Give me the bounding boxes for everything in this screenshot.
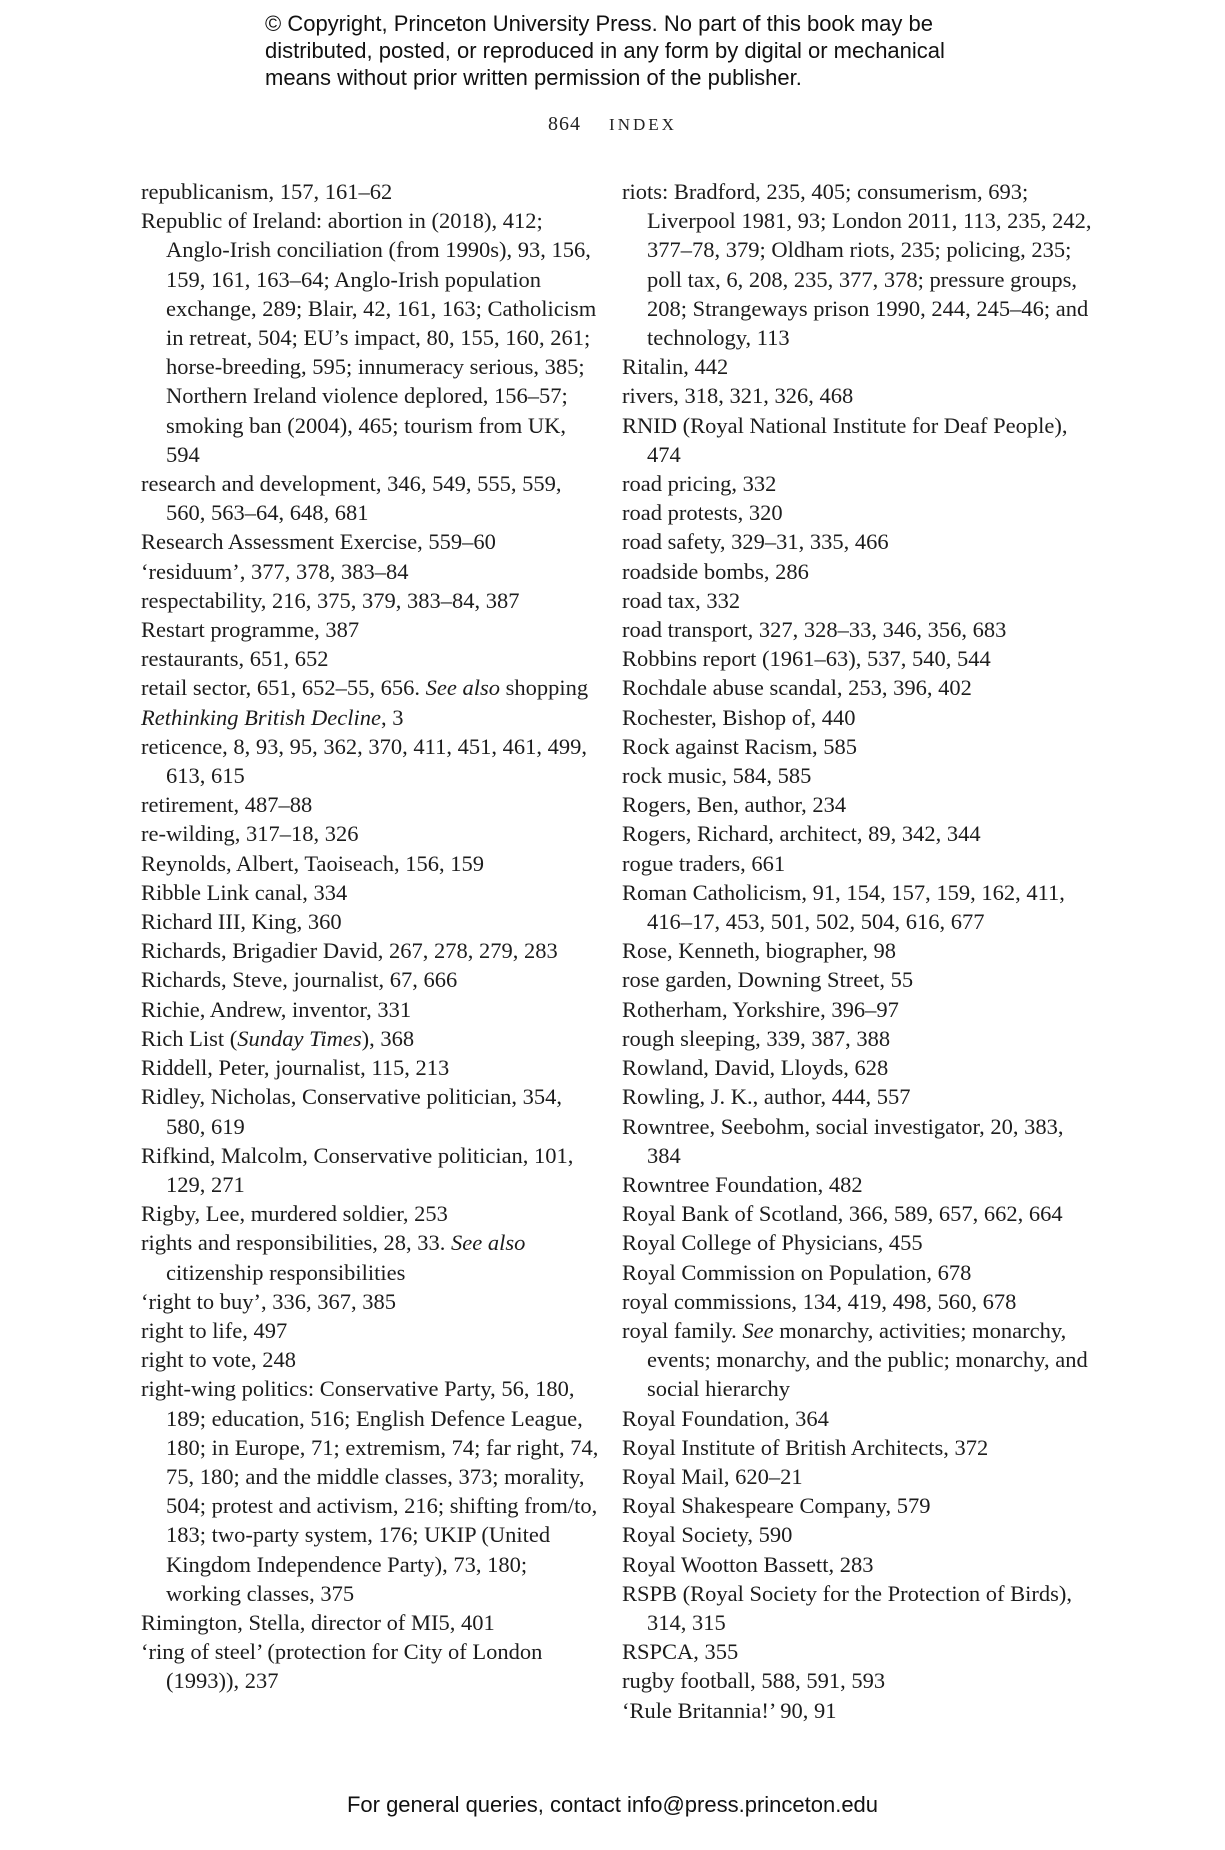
index-entry <box>141 1316 601 1345</box>
index-entry <box>141 819 601 848</box>
index-entry <box>622 498 1092 527</box>
index-entry-text: research and development, 346, 549, 555, 559, 560, 563–64, 648, 681 <box>141 471 562 526</box>
index-entry-text: Richards, Brigadier David, 267, 278, 279, 283 <box>141 938 558 964</box>
index-entry <box>622 790 1092 819</box>
index-entry-text: rogue traders, 661 <box>622 850 786 876</box>
index-entry <box>622 849 1092 878</box>
index-entry-text: royal family. <box>622 1317 743 1343</box>
index-entry-text: rugby football, 588, 591, 593 <box>622 1668 886 1694</box>
index-entry-text: , 3 <box>380 704 404 730</box>
index-entry <box>141 557 601 586</box>
index-entry-text: Ritalin, 442 <box>622 354 729 380</box>
index-entry <box>622 1433 1092 1462</box>
index-entry-text: rock music, 584, 585 <box>622 763 812 789</box>
index-entry-text: riots: Bradford, 235, 405; consumerism, 693; Liverpool 1981, 93; London 2011, 113, 235, 242, 377–78, 379; Oldham riots, 235; policing, 235; poll tax, 6, 208, 235, 377, 378; pressure groups, 208; Strangeways prison 1990, 244, 245–46; and technology, 113 <box>622 179 1092 351</box>
index-entry <box>622 673 1092 702</box>
index-entry <box>622 1082 1092 1111</box>
index-entry-text: road tax, 332 <box>622 587 741 613</box>
index-entry-text: rights and responsibilities, 28, 33. <box>141 1230 451 1256</box>
index-entry <box>622 1462 1092 1491</box>
index-entry <box>141 732 601 790</box>
index-entry <box>141 1345 601 1374</box>
index-entry <box>622 1404 1092 1433</box>
index-entry <box>622 1053 1092 1082</box>
index-entry <box>622 936 1092 965</box>
index-entry-text: RSPB (Royal Society for the Protection of Birds), 314, 315 <box>622 1580 1072 1635</box>
index-entry <box>622 995 1092 1024</box>
index-entry-text: Riddell, Peter, journalist, 115, 213 <box>141 1055 450 1081</box>
index-entry <box>622 1316 1092 1404</box>
index-entry-text: Rochester, Bishop of, 440 <box>622 704 856 730</box>
index-entry <box>622 527 1092 556</box>
index-entry-text: road safety, 329–31, 335, 466 <box>622 529 889 555</box>
index-entry <box>622 1491 1092 1520</box>
index-entry-text: RSPCA, 355 <box>622 1639 739 1665</box>
index-entry-text: shopping <box>500 675 589 701</box>
index-entry <box>622 615 1092 644</box>
index-entry <box>622 1637 1092 1666</box>
index-entry-text: citizenship responsibilities <box>166 1259 406 1285</box>
index-entry-text: RNID (Royal National Institute for Deaf People), 474 <box>622 412 1068 467</box>
index-entry-italic: See also <box>425 675 501 701</box>
index-entry <box>141 206 601 469</box>
index-entry-italic: Rethinking British Decline <box>141 704 381 730</box>
index-entry-text: republicanism, 157, 161–62 <box>141 179 393 204</box>
index-entry-text: ‘Rule Britannia!’ 90, 91 <box>622 1697 837 1723</box>
index-entry <box>622 761 1092 790</box>
index-entry-text: Rock against Racism, 585 <box>622 733 857 759</box>
index-entry-text: Rimington, Stella, director of MI5, 401 <box>141 1609 495 1635</box>
index-entry <box>141 1141 601 1199</box>
index-entry-text: Reynolds, Albert, Taoiseach, 156, 159 <box>141 850 484 876</box>
index-entry-text: right-wing politics: Conservative Party, 56, 180, 189; education, 516; English Defence League, 180; in Europe, 71; extremism, 74; far right, 74, 75, 180; and the middle classes, 373; morality, 504; protest and activism, 216; shifting from/to, 183; two-party system, 176; UKIP (United Kingdom Independence Party), 73, 180; working classes, 375 <box>141 1376 599 1606</box>
index-entry <box>622 1258 1092 1287</box>
index-entry <box>141 849 601 878</box>
index-entry-text: retirement, 487–88 <box>141 792 313 818</box>
index-entry <box>622 586 1092 615</box>
index-entry-text: Roman Catholicism, 91, 154, 157, 159, 162, 411, 416–17, 453, 501, 502, 504, 616, 677 <box>622 879 1065 935</box>
index-entry <box>141 586 601 615</box>
index-entry <box>141 1024 601 1053</box>
index-entry-text: Ribble Link canal, 334 <box>141 879 348 905</box>
index-entry <box>141 469 601 527</box>
index-entry-text: Rowntree, Seebohm, social investigator, 20, 383, 384 <box>622 1113 1064 1168</box>
index-entry-text: Rogers, Richard, architect, 89, 342, 344 <box>622 821 981 847</box>
index-entry <box>622 557 1092 586</box>
index-entry-text: re-wilding, 317–18, 326 <box>141 821 359 847</box>
index-entry-italic: See <box>742 1317 774 1343</box>
copyright-line: means without prior written permission of the publisher. <box>265 65 802 90</box>
index-entry-text: monarchy, activities; monarchy, events; monarchy, and the public; monarchy, and social hierarchy <box>647 1317 1088 1402</box>
index-entry-text: road transport, 327, 328–33, 346, 356, 683 <box>622 617 1007 643</box>
index-entry <box>622 177 1092 352</box>
index-entry <box>141 936 601 965</box>
index-entry-text: Rich List ( <box>141 1025 238 1051</box>
footer-contact: For general queries, contact info@press.princeton.edu <box>346 1792 879 1817</box>
index-entry <box>141 907 601 936</box>
page-number: 864 <box>548 113 582 135</box>
index-entry <box>141 1228 601 1286</box>
index-entry-text: right to life, 497 <box>141 1317 288 1343</box>
index-entry-text: Republic of Ireland: abortion in (2018), 412; Anglo-Irish conciliation (from 1990s), 93, 156, 159, 161, 163–64; Anglo-Irish population exchange, 289; Blair, 42, 161, 163; Catholicism in retreat, 504; EU’s impact, 80, 155, 160, 261; horse-breeding, 595; innumeracy serious, 385; Northern Ireland violence deplored, 156–57; smoking ban (2004), 465; tourism from UK, 594 <box>141 208 597 467</box>
index-entry <box>141 1287 601 1316</box>
index-entry <box>622 381 1092 410</box>
index-entry <box>141 527 601 556</box>
index-entry <box>141 1608 601 1637</box>
index-entry-text: Royal Society, 590 <box>622 1522 793 1548</box>
copyright-line: distributed, posted, or reproduced in any form by digital or mechanical <box>265 38 945 63</box>
index-entry <box>141 177 601 206</box>
index-entry <box>622 965 1092 994</box>
index-entry <box>622 411 1092 469</box>
index-entry-text: Rowling, J. K., author, 444, 557 <box>622 1084 911 1110</box>
index-column-right <box>622 177 1092 1725</box>
index-entry-text: Restart programme, 387 <box>141 617 360 643</box>
index-entry-text: royal commissions, 134, 419, 498, 560, 678 <box>622 1288 1017 1314</box>
index-entry <box>622 819 1092 848</box>
index-entry <box>622 1287 1092 1316</box>
copyright-notice <box>265 10 1025 91</box>
index-entry-text: rivers, 318, 321, 326, 468 <box>622 383 854 409</box>
index-entry-text: Royal Wootton Bassett, 283 <box>622 1551 874 1577</box>
index-entry-text: rose garden, Downing Street, 55 <box>622 967 914 993</box>
index-entry-text: Rogers, Ben, author, 234 <box>622 792 847 818</box>
index-entry <box>141 965 601 994</box>
index-entry <box>622 469 1092 498</box>
index-entry-text: Royal Foundation, 364 <box>622 1405 829 1431</box>
index-entry-text: ‘residuum’, 377, 378, 383–84 <box>141 558 409 584</box>
index-entry <box>622 644 1092 673</box>
index-entry-text: Royal College of Physicians, 455 <box>622 1230 923 1256</box>
index-entry <box>141 673 601 702</box>
index-entry <box>141 1199 601 1228</box>
index-entry-text: retail sector, 651, 652–55, 656. <box>141 675 426 701</box>
index-entry-text: Royal Institute of British Architects, 372 <box>622 1434 989 1460</box>
index-entry-text: Royal Commission on Population, 678 <box>622 1259 972 1285</box>
index-entry <box>622 1666 1092 1695</box>
copyright-line: © Copyright, Princeton University Press. No part of this book may be <box>265 11 933 36</box>
index-entry-text: respectability, 216, 375, 379, 383–84, 387 <box>141 587 520 613</box>
index-entry-text: ‘right to buy’, 336, 367, 385 <box>141 1288 396 1314</box>
index-entry-text: Rowntree Foundation, 482 <box>622 1171 863 1197</box>
index-entry-text: ), 368 <box>361 1025 415 1051</box>
index-entry <box>622 1579 1092 1637</box>
index-entry <box>141 1053 601 1082</box>
index-entry <box>141 1374 601 1608</box>
index-entry-italic: See also <box>450 1230 526 1256</box>
index-entry <box>622 732 1092 761</box>
index-entry-text: Royal Mail, 620–21 <box>622 1463 803 1489</box>
index-entry <box>141 644 601 673</box>
index-entry <box>141 1082 601 1140</box>
running-head <box>0 113 1225 136</box>
section-title: INDEX <box>609 115 677 134</box>
index-entry <box>622 1520 1092 1549</box>
index-entry <box>622 1228 1092 1257</box>
index-entry-text: Richard III, King, 360 <box>141 909 342 935</box>
index-entry-text: road protests, 320 <box>622 500 783 526</box>
index-entry-text: Ridley, Nicholas, Conservative politician, 354, 580, 619 <box>141 1084 562 1139</box>
index-entry-text: right to vote, 248 <box>141 1347 296 1373</box>
index-entry <box>622 1550 1092 1579</box>
index-entry-text: Rigby, Lee, murdered soldier, 253 <box>141 1201 448 1227</box>
index-entry <box>622 878 1092 936</box>
index-entry <box>622 1696 1092 1725</box>
index-entry-text: ‘ring of steel’ (protection for City of London (1993)), 237 <box>141 1639 543 1694</box>
index-entry <box>622 1024 1092 1053</box>
index-entry-text: rough sleeping, 339, 387, 388 <box>622 1025 891 1051</box>
index-entry <box>141 878 601 907</box>
index-entry-text: Robbins report (1961–63), 537, 540, 544 <box>622 646 991 672</box>
index-entry-text: Rifkind, Malcolm, Conservative politician, 101, 129, 271 <box>141 1142 574 1197</box>
index-entry-text: Royal Shakespeare Company, 579 <box>622 1493 931 1519</box>
index-entry-text: Richie, Andrew, inventor, 331 <box>141 996 412 1022</box>
index-entry <box>141 1637 601 1695</box>
index-entry-text: Rowland, David, Lloyds, 628 <box>622 1055 889 1081</box>
index-entry <box>622 1112 1092 1170</box>
index-entry-text: roadside bombs, 286 <box>622 558 809 584</box>
index-entry-text: road pricing, 332 <box>622 471 777 497</box>
index-entry-text: Rose, Kenneth, biographer, 98 <box>622 938 897 964</box>
index-entry-text: Royal Bank of Scotland, 366, 589, 657, 662, 664 <box>622 1201 1063 1227</box>
index-entry <box>622 352 1092 381</box>
index-entry-text: Rotherham, Yorkshire, 396–97 <box>622 996 899 1022</box>
index-entry <box>622 703 1092 732</box>
index-entry <box>141 615 601 644</box>
index-entry <box>141 703 601 732</box>
index-entry-text: Research Assessment Exercise, 559–60 <box>141 529 496 555</box>
index-entry-italic: Sunday Times <box>237 1025 362 1051</box>
index-column-left <box>141 177 601 1696</box>
index-entry <box>141 995 601 1024</box>
index-entry <box>622 1170 1092 1199</box>
index-entry <box>622 1199 1092 1228</box>
index-entry-text: Richards, Steve, journalist, 67, 666 <box>141 967 458 993</box>
index-entry-text: restaurants, 651, 652 <box>141 646 329 672</box>
index-entry <box>141 790 601 819</box>
index-entry-text: Rochdale abuse scandal, 253, 396, 402 <box>622 675 972 701</box>
index-entry-text: reticence, 8, 93, 95, 362, 370, 411, 451, 461, 499, 613, 615 <box>141 733 587 789</box>
